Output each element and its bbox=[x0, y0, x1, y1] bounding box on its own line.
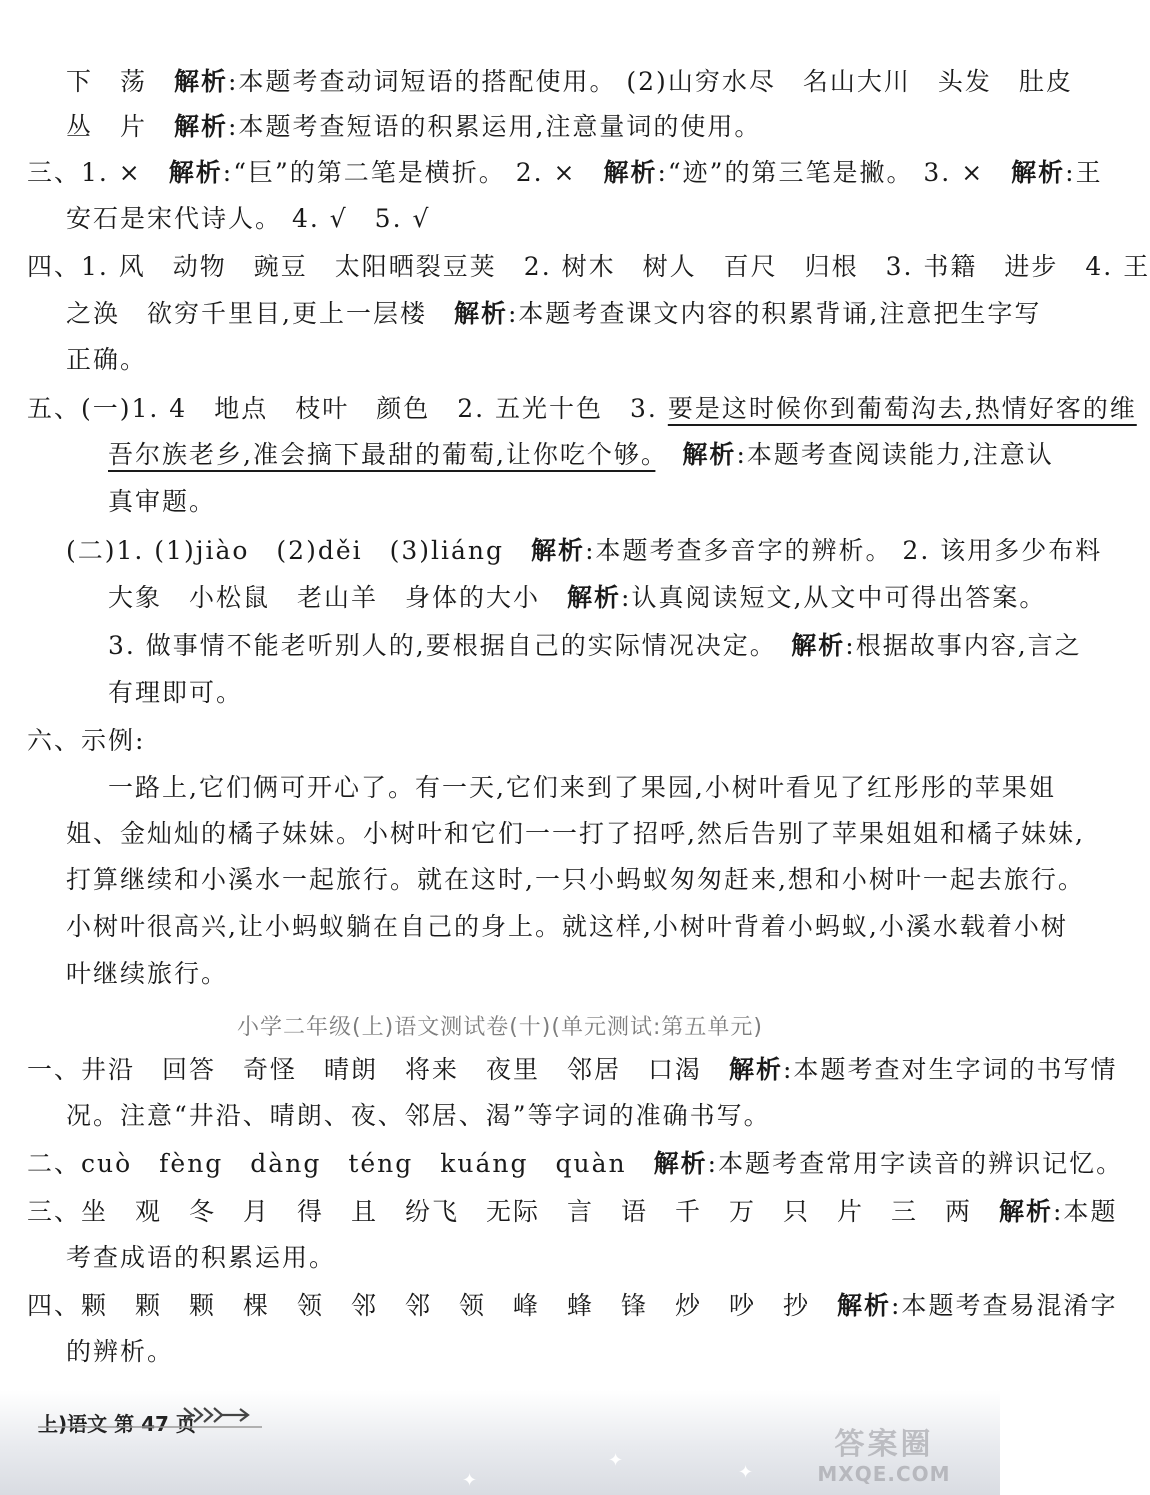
sparkle-icon: ✦ bbox=[608, 1450, 624, 1471]
text-line bbox=[27, 157, 1103, 189]
text-line bbox=[66, 1336, 1000, 1368]
answer-text: (二)1. (1)jiào (2)děi (3)liáng bbox=[66, 536, 532, 565]
text-line bbox=[27, 1290, 1118, 1322]
text-line bbox=[27, 1148, 1124, 1180]
essay-line bbox=[108, 772, 1056, 804]
analysis-label: 解析 bbox=[682, 440, 737, 469]
answer-text: 三、1. × bbox=[27, 158, 169, 187]
text-line bbox=[108, 582, 1047, 614]
watermark-logo bbox=[784, 1428, 984, 1490]
analysis-label: 解析 bbox=[174, 67, 229, 96]
analysis-label: 解析 bbox=[1011, 158, 1066, 187]
answer-text: 的辨析。 bbox=[66, 1337, 175, 1366]
essay-text: 小树叶很高兴,让小蚂蚁躺在自己的身上。就这样,小树叶背着小蚂蚁,小溪水载着小树 bbox=[66, 912, 1068, 941]
watermark-url: MXQE.COM bbox=[817, 1462, 951, 1486]
analysis-label: 解析 bbox=[453, 299, 508, 328]
text-line bbox=[66, 203, 1000, 235]
analysis-text: :本题考查短语的积累运用,注意量词的使用。 bbox=[228, 112, 762, 141]
footer-subject: 上)语文 bbox=[38, 1412, 108, 1436]
analysis-text: :本题考查动词短语的搭配使用。 (2)山穷水尽 名山大川 头发 肚皮 bbox=[228, 67, 1073, 96]
analysis-text: :“巨”的第二笔是横折。 2. × bbox=[222, 158, 604, 187]
spacer bbox=[655, 440, 682, 469]
answer-text: 三、坐 观 冬 月 得 且 纷飞 无际 言 语 千 万 只 片 三 两 bbox=[27, 1197, 1000, 1226]
watermark-title: 答案圈 bbox=[834, 1427, 934, 1462]
answer-text: 四、1. 风 动物 豌豆 太阳晒裂豆荚 2. 树木 树人 百尺 归根 3. 书籍 进步 4. 王 bbox=[27, 252, 1150, 281]
text-line bbox=[108, 677, 1000, 709]
sparkle-icon: ✦ bbox=[738, 1462, 754, 1483]
text-line bbox=[27, 725, 1000, 757]
answer-text: 六、示例: bbox=[27, 726, 146, 755]
analysis-text: :认真阅读短文,从文中可得出答案。 bbox=[621, 583, 1047, 612]
analysis-text: :本题考查常用字读音的辨识记忆。 bbox=[707, 1149, 1124, 1178]
analysis-text: :本题考查阅读能力,注意认 bbox=[736, 440, 1054, 469]
analysis-label: 解析 bbox=[653, 1149, 708, 1178]
answer-text: 3. 做事情不能老听别人的,要根据自己的实际情况决定。 bbox=[108, 631, 792, 660]
text-line bbox=[66, 344, 1000, 376]
text-line bbox=[108, 486, 1000, 518]
page-footer bbox=[38, 1408, 196, 1437]
text-line bbox=[66, 1100, 1000, 1132]
analysis-text: :王 bbox=[1065, 158, 1103, 187]
test-section-title: 小学二年级(上)语文测试卷(十)(单元测试:第五单元) bbox=[237, 1015, 763, 1040]
answer-text: 丛 片 bbox=[66, 112, 175, 141]
essay-line bbox=[66, 958, 1000, 990]
analysis-label: 解析 bbox=[999, 1197, 1054, 1226]
analysis-text: :根据故事内容,言之 bbox=[845, 631, 1082, 660]
answer-text: 考查成语的积累运用。 bbox=[66, 1243, 337, 1272]
text-line bbox=[108, 439, 1054, 471]
essay-text: 叶继续旅行。 bbox=[66, 959, 229, 988]
analysis-text: :本题考查对生字词的书写情 bbox=[783, 1055, 1118, 1084]
analysis-label: 解析 bbox=[168, 158, 223, 187]
analysis-label: 解析 bbox=[837, 1291, 892, 1320]
text-line bbox=[66, 111, 1000, 143]
underlined-answer: 吾尔族老乡,准会摘下最甜的葡萄,让你吃个够。 bbox=[108, 440, 656, 469]
answer-text: 安石是宋代诗人。 4. √ 5. √ bbox=[66, 204, 431, 233]
text-line bbox=[27, 1196, 1118, 1228]
footer-page-number: 第 47 页 bbox=[114, 1412, 196, 1436]
answer-text: 正确。 bbox=[66, 345, 148, 374]
analysis-text: :“迹”的第三笔是撇。 3. × bbox=[657, 158, 1012, 187]
analysis-text: :本题 bbox=[1053, 1197, 1118, 1226]
essay-text: 一路上,它们俩可开心了。有一天,它们来到了果园,小树叶看见了红彤彤的苹果姐 bbox=[108, 773, 1056, 802]
essay-text: 姐、金灿灿的橘子妹妹。小树叶和它们一一打了招呼,然后告别了苹果姐姐和橘子妹妹, bbox=[66, 819, 1085, 848]
text-line bbox=[108, 630, 1082, 662]
analysis-text: :本题考查课文内容的积累背诵,注意把生字写 bbox=[507, 299, 1042, 328]
answer-text: 一、井沿 回答 奇怪 晴朗 将来 夜里 邻居 口渴 bbox=[27, 1055, 730, 1084]
text-line bbox=[66, 1242, 1000, 1274]
answer-text: 四、颗 颗 颗 棵 领 邻 邻 领 峰 蜂 锋 炒 吵 抄 bbox=[27, 1291, 838, 1320]
essay-line bbox=[66, 818, 1085, 850]
underlined-answer: 要是这时候你到葡萄沟去,热情好客的维 bbox=[667, 394, 1137, 423]
analysis-label: 解析 bbox=[603, 158, 658, 187]
answer-text: 五、(一)1. 4 地点 枝叶 颜色 2. 五光十色 3. bbox=[27, 394, 668, 423]
analysis-label: 解析 bbox=[729, 1055, 784, 1084]
analysis-label: 解析 bbox=[567, 583, 622, 612]
answer-text: 下 荡 bbox=[66, 67, 175, 96]
chevron-arrows-icon bbox=[182, 1405, 252, 1425]
text-line bbox=[27, 251, 1150, 283]
text-line bbox=[27, 393, 1137, 425]
answer-text: 二、cuò fèng dàng téng kuáng quàn bbox=[27, 1149, 654, 1178]
text-line bbox=[27, 1054, 1118, 1086]
sparkle-icon: ✦ bbox=[462, 1470, 478, 1491]
answer-text: 有理即可。 bbox=[108, 678, 244, 707]
text-line bbox=[66, 298, 1042, 330]
answer-text: 真审题。 bbox=[108, 487, 217, 516]
answer-text: 大象 小松鼠 老山羊 身体的大小 bbox=[108, 583, 568, 612]
analysis-text: :本题考查易混淆字 bbox=[891, 1291, 1118, 1320]
essay-text: 打算继续和小溪水一起旅行。就在这时,一只小蚂蚁匆匆赶来,想和小树叶一起去旅行。 bbox=[66, 865, 1085, 894]
answer-text: 之涣 欲穷千里目,更上一层楼 bbox=[66, 299, 454, 328]
answer-text: 况。注意“井沿、晴朗、夜、邻居、渴”等字词的准确书写。 bbox=[66, 1101, 771, 1130]
text-line bbox=[66, 66, 1073, 98]
text-line bbox=[66, 535, 1103, 567]
essay-line bbox=[66, 864, 1085, 896]
essay-line bbox=[66, 911, 1068, 943]
analysis-label: 解析 bbox=[174, 112, 229, 141]
analysis-label: 解析 bbox=[791, 631, 846, 660]
analysis-text: :本题考查多音字的辨析。 2. 该用多少布料 bbox=[585, 536, 1103, 565]
analysis-label: 解析 bbox=[531, 536, 586, 565]
